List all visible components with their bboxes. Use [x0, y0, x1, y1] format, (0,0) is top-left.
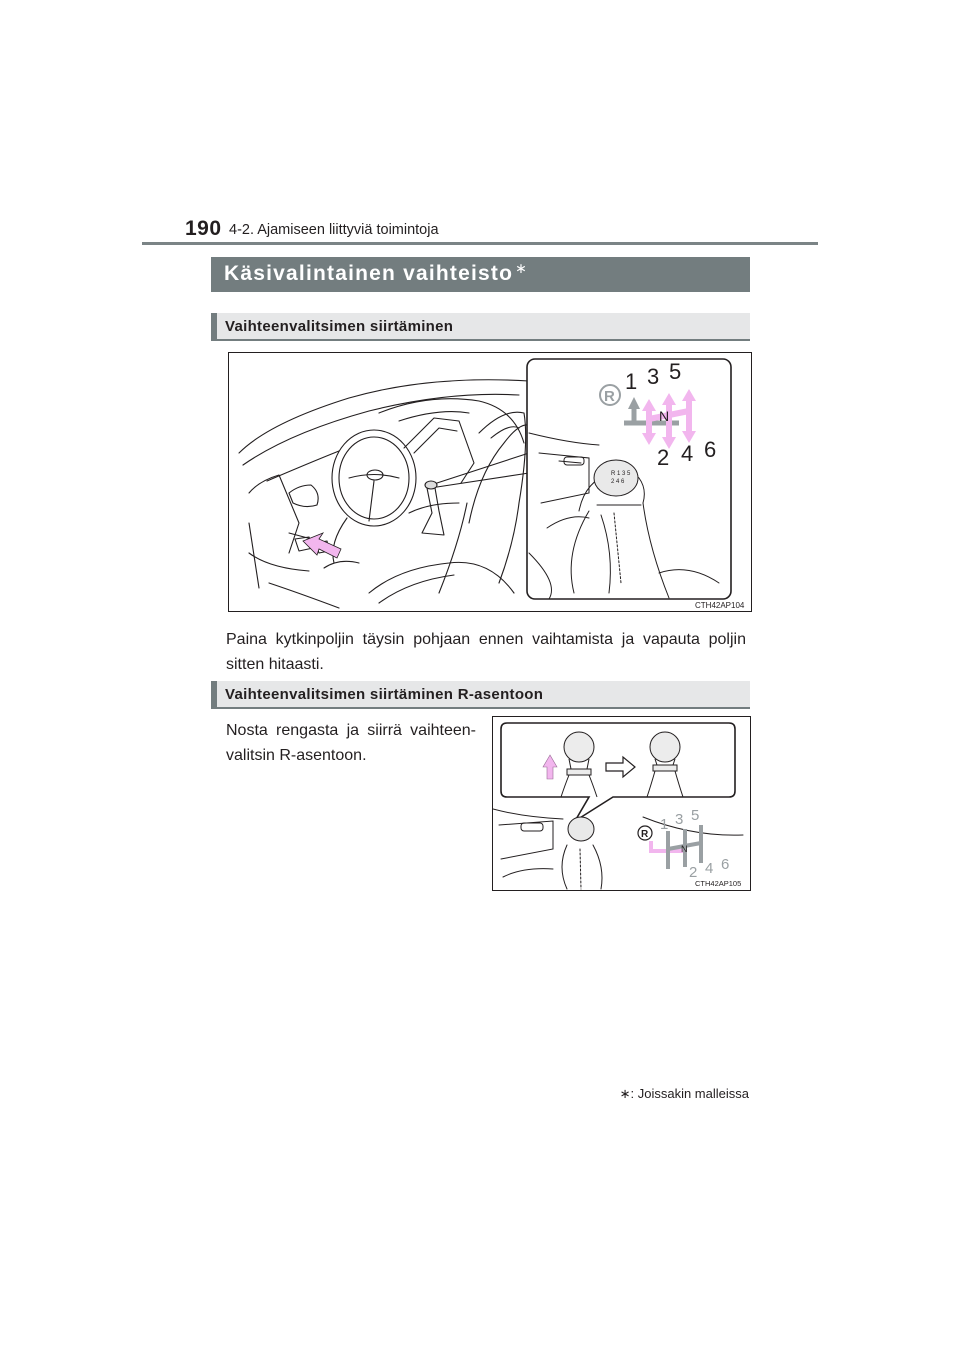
gear-label-1: 1: [660, 816, 669, 833]
gear-label-r: R: [604, 388, 615, 405]
instruction-text: Nosta rengasta ja siirrä vaihteen-valitsin R-asentoon.: [226, 722, 476, 764]
car-interior-illustration: [229, 353, 751, 611]
svg-text:R 1 3 5: R 1 3 5: [611, 471, 631, 477]
figure-code: CTH42AP105: [695, 879, 742, 888]
subsection-header-shifting: [211, 313, 750, 341]
subsection-tab: [211, 313, 217, 341]
page-number: 190: [185, 217, 222, 240]
svg-text:2 4 6: 2 4 6: [611, 479, 625, 485]
subsection-title: Vaihteenvalitsimen siirtäminen: [225, 318, 454, 335]
gear-label-4: 4: [705, 860, 714, 877]
subsection-title: Vaihteenvalitsimen siirtäminen R-asentoon: [225, 686, 544, 703]
gear-label-5: 5: [669, 359, 682, 384]
gear-label-2: 2: [689, 864, 698, 881]
gear-label-5: 5: [691, 807, 700, 824]
gear-label-6: 6: [721, 856, 730, 873]
gear-label-4: 4: [681, 441, 694, 466]
gear-label-n: N: [681, 844, 688, 854]
header-divider: [142, 242, 818, 245]
gear-label-r: R: [641, 829, 649, 840]
figure-gear-shift: [228, 352, 752, 612]
footnote: ∗: Joissakin malleissa: [619, 1086, 749, 1101]
subsection-tab: [211, 681, 217, 709]
breadcrumb: 4-2. Ajamiseen liittyviä toimintoja: [229, 222, 439, 238]
section-title: [224, 262, 528, 286]
section-title-marker: ∗: [515, 260, 529, 276]
section-title-text: Käsivalintainen vaihteisto: [224, 262, 514, 285]
instruction-text: Paina kytkinpoljin täysin pohjaan ennen vaihtamista ja vapauta poljin sitten hitaasti.: [226, 631, 746, 673]
gear-label-3: 3: [675, 811, 684, 828]
figure-reverse-shift: [492, 716, 751, 891]
gear-label-n: N: [659, 408, 670, 424]
gear-knob-icon: [568, 817, 594, 841]
gear-label-2: 2: [657, 445, 670, 470]
gear-knob-icon: [594, 460, 638, 496]
reverse-shift-illustration: [493, 717, 750, 890]
gear-label-3: 3: [647, 364, 660, 389]
gear-label-1: 1: [625, 369, 638, 394]
figure-code: CTH42AP104: [695, 601, 745, 610]
gear-label-6: 6: [704, 437, 717, 462]
subsection-header-reverse: [211, 681, 750, 709]
